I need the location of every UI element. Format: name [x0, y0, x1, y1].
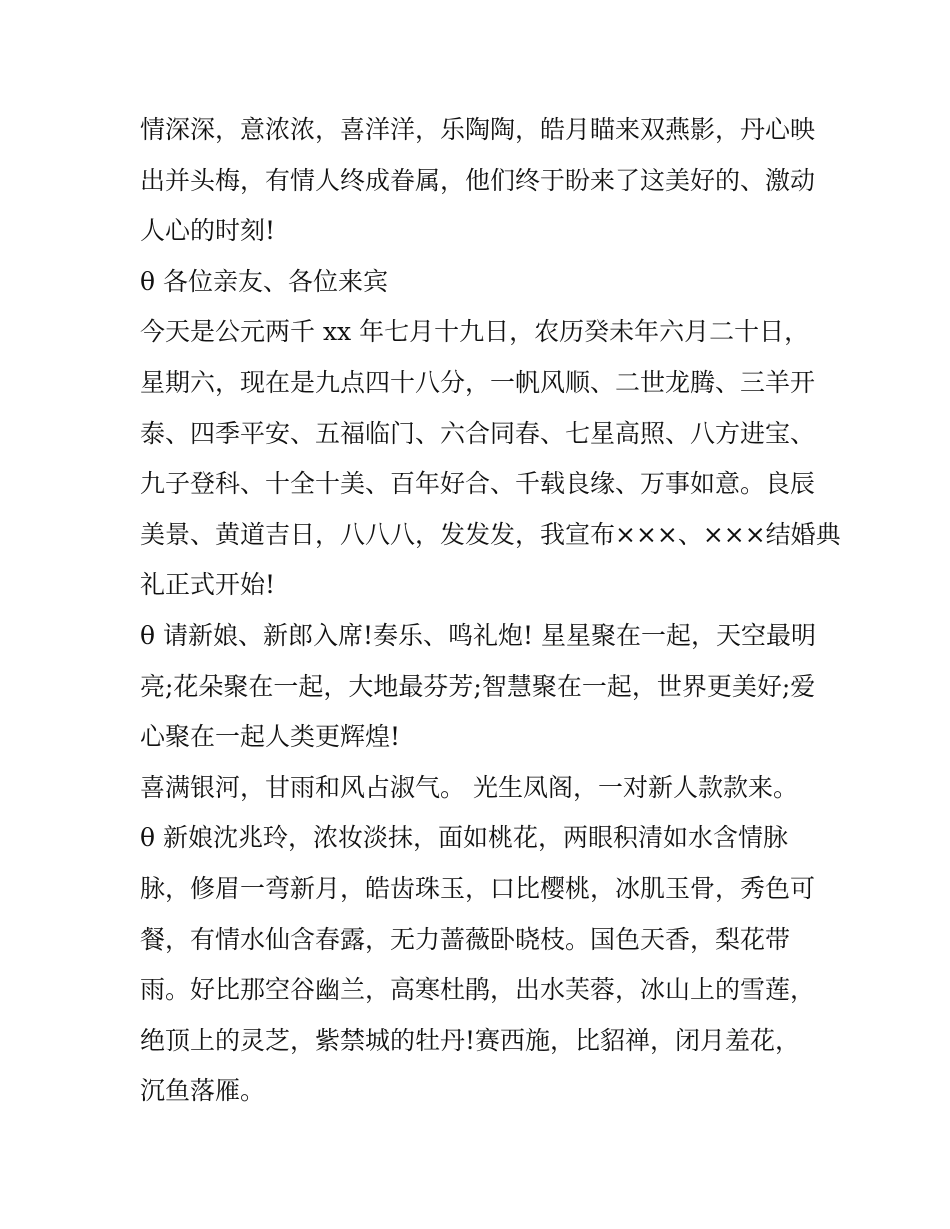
- text-line: 亮;花朵聚在一起，大地最芬芳;智慧聚在一起，世界更美好;爱: [140, 672, 816, 701]
- text-line: 雨。好比那空谷幽兰，高寒杜鹃，出水芙蓉，冰山上的雪莲，: [140, 975, 816, 1004]
- text-line: 人心的时刻!: [140, 216, 276, 245]
- text-line: θ 请新娘、新郎入席!奏乐、鸣礼炮! 星星聚在一起，天空最明: [140, 621, 817, 650]
- text-line: θ 新娘沈兆玲，浓妆淡抹，面如桃花，两眼积清如水含情脉: [140, 823, 789, 852]
- text-line: 九子登科、十全十美、百年好合、千载良缘、万事如意。良辰: [140, 469, 816, 498]
- text-line: 星期六，现在是九点四十八分，一帆风顺、二世龙腾、三羊开: [140, 368, 816, 397]
- text-line: 泰、四季平安、五福临门、六合同春、七星高照、八方进宝、: [140, 419, 816, 448]
- text-line: 脉，修眉一弯新月，皓齿珠玉，口比樱桃，冰肌玉骨，秀色可: [140, 874, 816, 903]
- text-line: 餐，有情水仙含春露，无力蔷薇卧晓枝。国色天香，梨花带: [140, 925, 791, 954]
- text-line: 出并头梅，有情人终成眷属，他们终于盼来了这美好的、激动: [140, 166, 816, 195]
- text-line: θ 各位亲友、各位来宾: [140, 267, 388, 296]
- text-line: 今天是公元两千 xx 年七月十九日，农历癸未年六月二十日，: [140, 317, 810, 346]
- text-line: 沉鱼落雁。: [140, 1076, 266, 1105]
- text-line: 情深深，意浓浓，喜洋洋，乐陶陶，皓月瞄来双燕影，丹心映: [140, 115, 816, 144]
- text-line: 绝顶上的灵芝，紫禁城的牡丹!赛西施，比貂禅，闭月羞花，: [140, 1026, 801, 1055]
- text-line: 礼正式开始!: [140, 570, 276, 599]
- text-line: 美景、黄道吉日，八八八，发发发，我宣布×××、×××结婚典: [140, 520, 841, 549]
- text-line: 喜满银河，甘雨和风占淑气。 光生凤阁，一对新人款款来。: [140, 773, 798, 802]
- text-line: 心聚在一起人类更辉煌!: [140, 722, 401, 751]
